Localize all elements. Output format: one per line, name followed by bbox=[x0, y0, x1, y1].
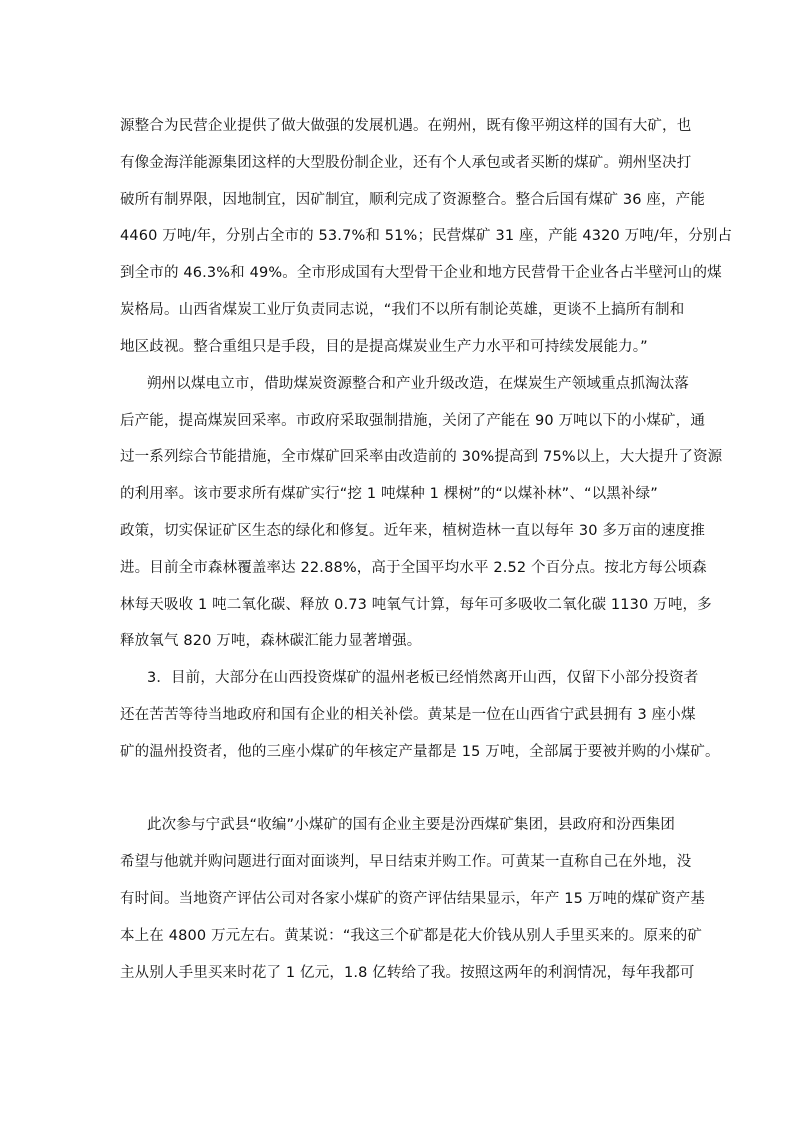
text-line: 本上在 4800 万元左右。黄某说：“我这三个矿都是花大价钱从别人手里买来的。原来的矿 bbox=[120, 928, 703, 944]
text-line: 炭格局。山西省煤炭工业厅负责同志说，“我们不以所有制论英雄，更谈不上搞所有制和 bbox=[120, 302, 685, 318]
text-line: 有像金海洋能源集团这样的大型股份制企业，还有个人承包或者买断的煤矿。朔州坚决打 bbox=[120, 155, 692, 171]
text-line: 主从别人手里买来时花了 1 亿元，1.8 亿转给了我。按照这两年的利润情况，每年我都可 bbox=[120, 965, 695, 981]
text-line: 3．目前，大部分在山西投资煤矿的温州老板已经悄然离开山西，仅留下小部分投资者 bbox=[147, 670, 699, 686]
text-line: 有时间。当地资产评估公司对各家小煤矿的资产评估结果显示，年产 15 万吨的煤矿资产基 bbox=[120, 891, 705, 907]
text-line: 此次参与宁武县“收编”小煤矿的国有企业主要是汾西煤矿集团，县政府和汾西集团 bbox=[147, 817, 676, 833]
text-line: 4460 万吨/年，分别占全市的 53.7%和 51%；民营煤矿 31 座，产能 4320 万吨/年，分别占 bbox=[120, 228, 733, 244]
text-line: 朔州以煤电立市，借助煤炭资源整合和产业升级改造，在煤炭生产领域重点抓淘汰落 bbox=[147, 376, 690, 392]
text-line: 希望与他就并购问题进行面对面谈判，早日结束并购工作。可黄某一直称自己在外地，没 bbox=[120, 854, 692, 870]
text-line: 政策，切实保证矿区生态的绿化和修复。近年来，植树造林一直以每年 30 多万亩的速度推 bbox=[120, 523, 705, 539]
text-line: 释放氧气 820 万吨，森林碳汇能力显著增强。 bbox=[120, 633, 422, 649]
text-line: 源整合为民营企业提供了做大做强的发展机遇。在朔州，既有像平朔这样的国有大矿，也 bbox=[120, 118, 692, 134]
text-line: 到全市的 46.3%和 49%。全市形成国有大型骨干企业和地方民营骨干企业各占半壁河山的煤 bbox=[120, 265, 722, 281]
text-line: 林每天吸收 1 吨二氧化碳、释放 0.73 吨氧气计算，每年可多吸收二氧化碳 1130 万吨，多 bbox=[120, 597, 712, 613]
text-line: 过一系列综合节能措施，全市煤矿回采率由改造前的 30%提高到 75%以上，大大提升了资源 bbox=[120, 449, 723, 465]
text-line: 破所有制界限，因地制宜，因矿制宜，顺利完成了资源整合。整合后国有煤矿 36 座，产能 bbox=[120, 192, 705, 208]
text-line: 的利用率。该市要求所有煤矿实行“挖 1 吨煤种 1 棵树”的“以煤补林”、“以黑补绿” bbox=[120, 486, 658, 502]
text-line: 后产能，提高煤炭回采率。市政府采取强制措施，关闭了产能在 90 万吨以下的小煤矿，通 bbox=[120, 413, 705, 429]
text-line: 地区歧视。整合重组只是手段，目的是提高煤炭业生产力水平和可持续发展能力。” bbox=[120, 339, 648, 355]
text-line: 还在苦苦等待当地政府和国有企业的相关补偿。黄某是一位在山西省宁武县拥有 3 座小煤 bbox=[120, 707, 696, 723]
text-line: 矿的温州投资者，他的三座小煤矿的年核定产量都是 15 万吨，全部属于要被并购的小煤矿。 bbox=[120, 744, 720, 760]
text-line: 进。目前全市森林覆盖率达 22.88%，高于全国平均水平 2.52 个百分点。按北方每公顷森 bbox=[120, 560, 707, 576]
